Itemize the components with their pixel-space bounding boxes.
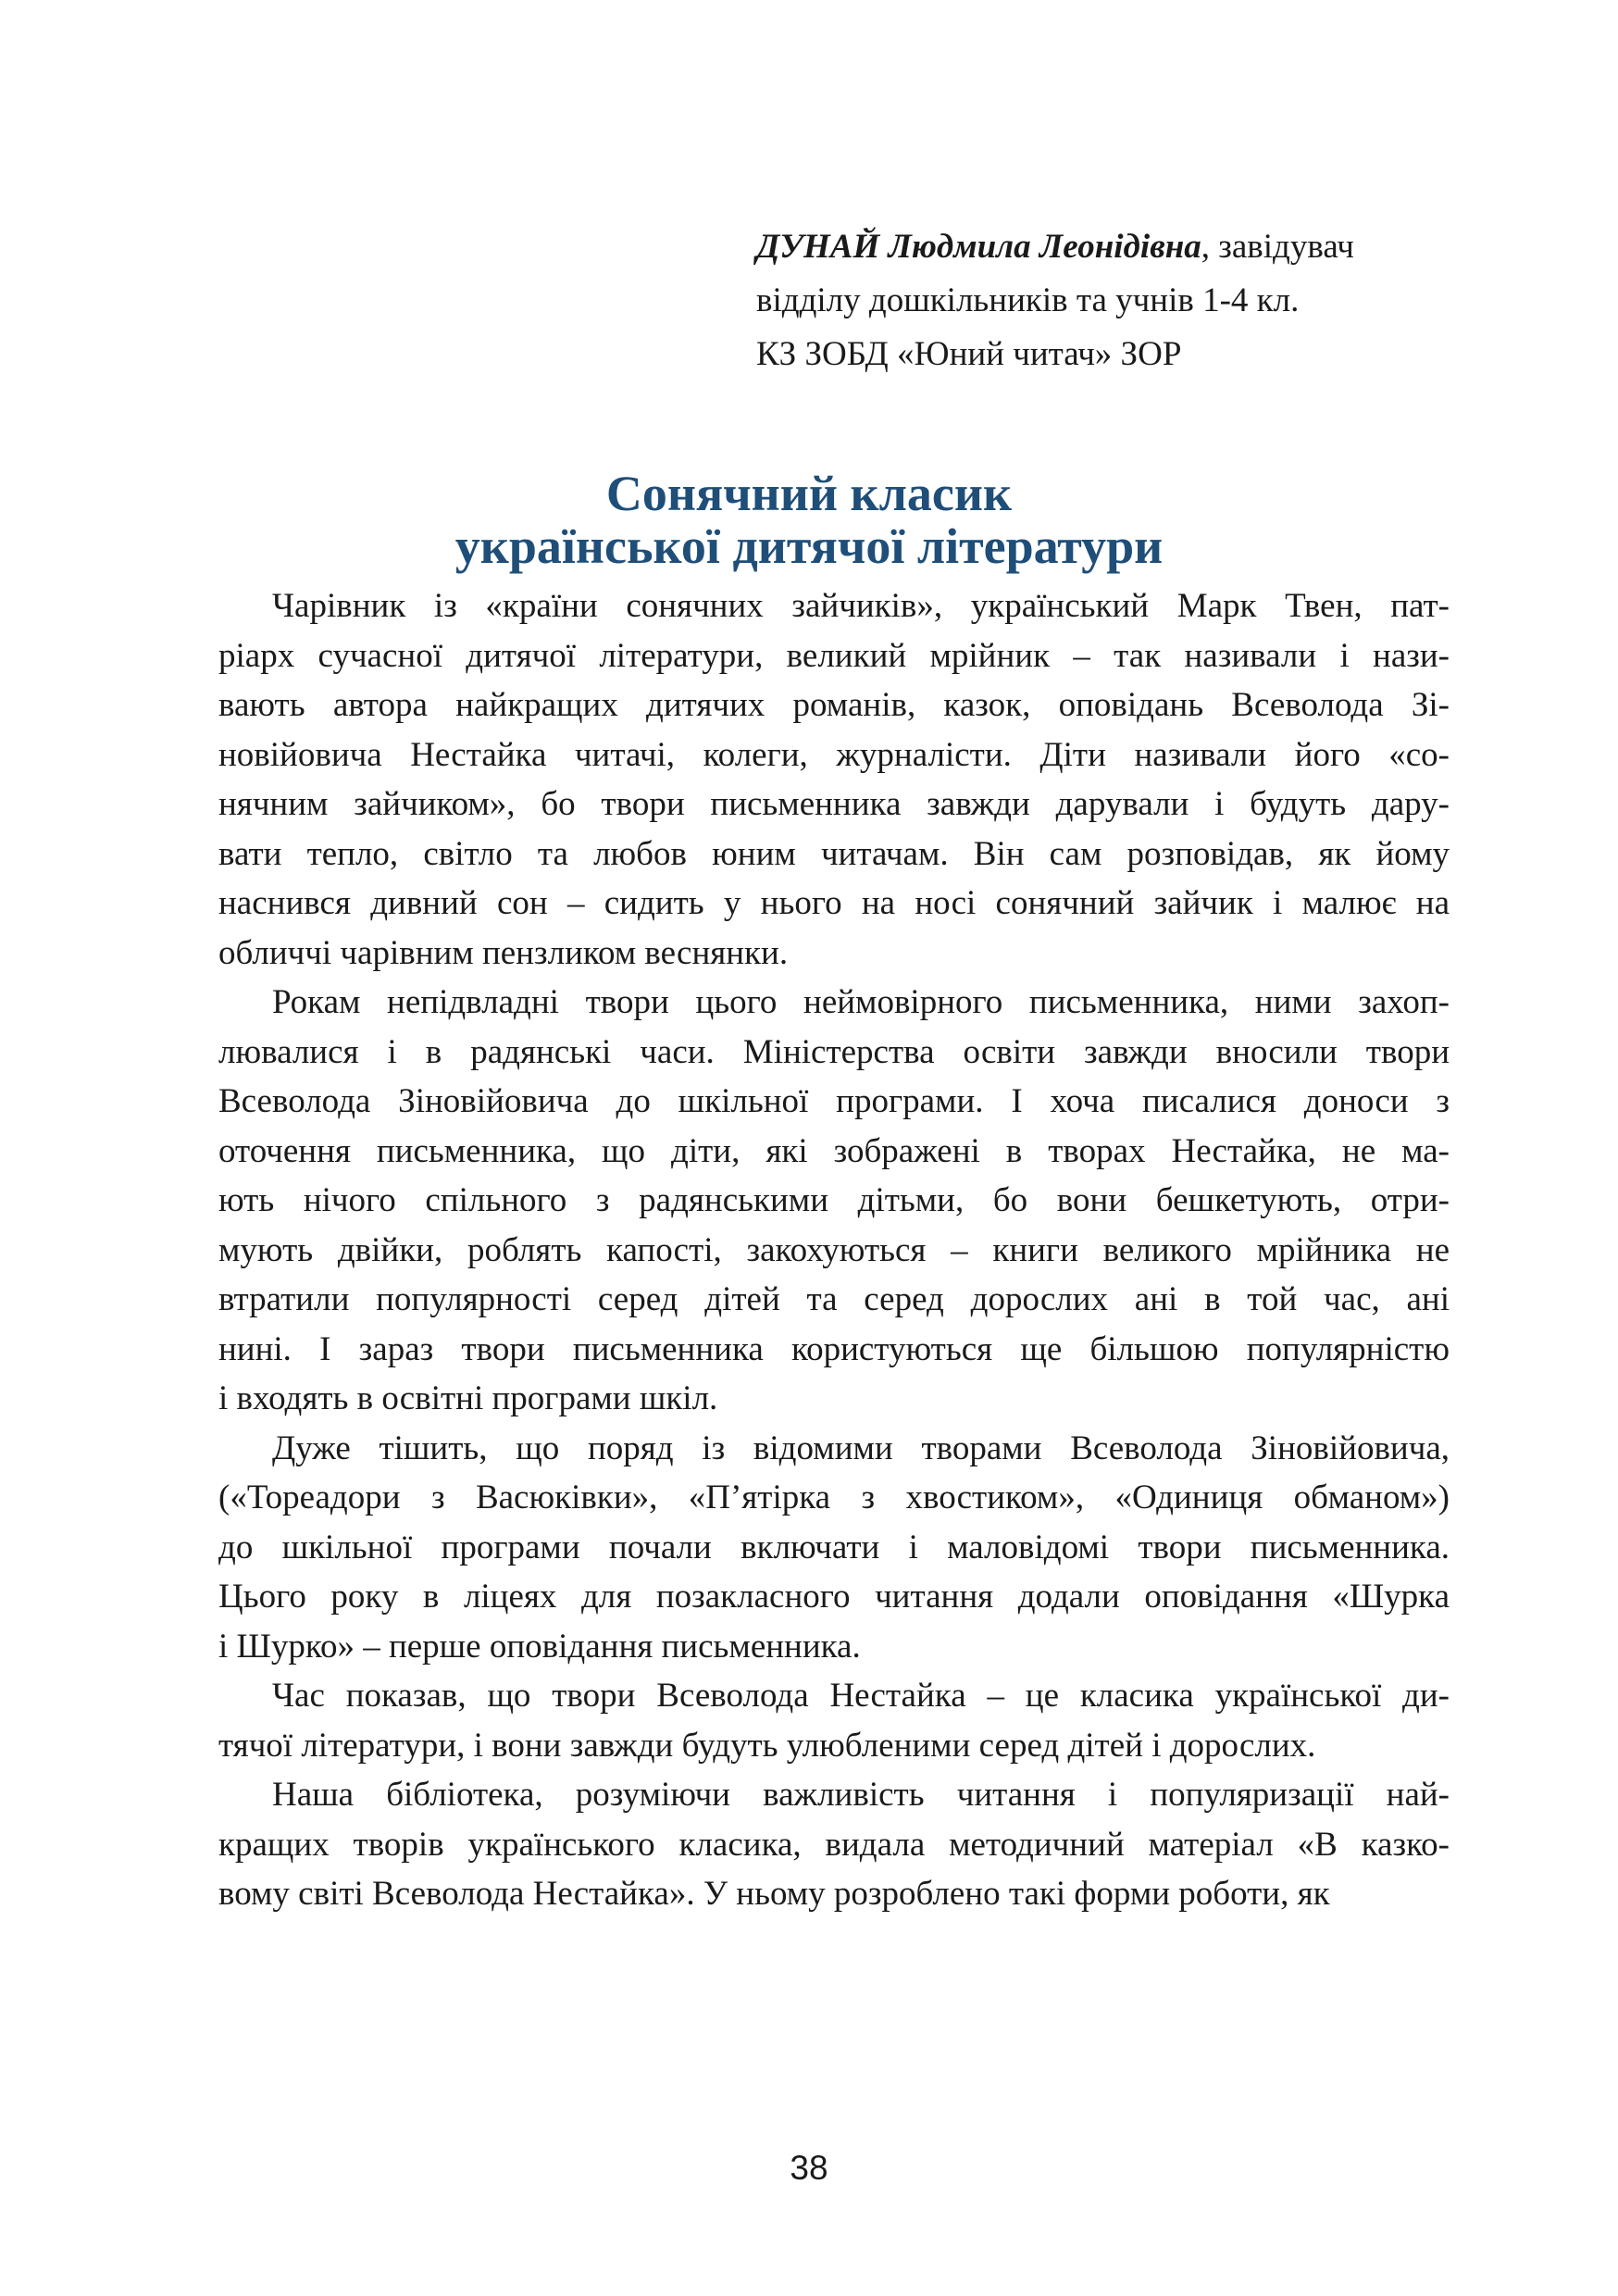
paragraph-line: новійовича Нестайка читачі, колеги, журналісти. Діти називали його «со- xyxy=(218,735,1450,774)
paragraph xyxy=(218,1424,1450,1672)
author-block xyxy=(756,220,1515,381)
paragraph-line: тячої літератури, і вони завжди будуть улюбленими серед дітей і дорослих. xyxy=(218,1726,1316,1765)
paragraph-line: і Шурко» – перше оповідання письменника. xyxy=(218,1627,861,1666)
paragraph-line: Чарівник із «країни сонячних зайчиків», український Марк Твен, пат- xyxy=(272,587,1450,625)
paragraph-line: ріарх сучасної дитячої літератури, великий мрійник – так називали і нази- xyxy=(218,636,1450,675)
paragraph-line: ють нічого спільного з радянськими дітьми, бо вони бешкетують, отри- xyxy=(218,1181,1450,1219)
paragraph-line: лювалися і в радянські часи. Міністерства освіти завжди вносили твори xyxy=(218,1032,1450,1071)
paragraph-line: мують двійки, роблять капості, закохуються – книги великого мрійника не xyxy=(218,1230,1450,1269)
page-number: 38 xyxy=(790,2149,828,2187)
author-position: , завідувач xyxy=(1201,228,1354,266)
paragraph-line: вати тепло, світло та любов юним читачам. Він сам розповідав, як йому xyxy=(218,834,1450,873)
paragraph-line: Цього року в ліцеях для позакласного читання додали оповідання «Шурка xyxy=(218,1578,1450,1616)
paragraph-line: Дуже тішить, що поряд із відомими творами Всеволода Зіновійовича, xyxy=(272,1429,1450,1467)
paragraph xyxy=(218,1770,1450,1919)
paragraph-line: обличчі чарівним пензликом веснянки. xyxy=(218,933,789,972)
paragraph-line: Рокам непідвладні твори цього неймовірного письменника, ними захоп- xyxy=(272,983,1450,1021)
paragraph-line: («Тореадори з Васюківки», «П’ятірка з хвостиком», «Одиниця обманом») xyxy=(218,1479,1450,1516)
author-line-1 xyxy=(756,220,1515,274)
title-line-2: української дитячої літератури xyxy=(454,518,1164,574)
paragraph xyxy=(218,978,1450,1424)
paragraph-line: наснився дивний сон – сидить у нього на носі сонячний зайчик і малює на xyxy=(218,884,1450,922)
paragraph-line: кращих творів українського класика, видала методичний матеріал «В казко- xyxy=(218,1825,1450,1864)
paragraph-line: втратили популярності серед дітей та серед дорослих ані в той час, ані xyxy=(218,1280,1450,1318)
paragraph-line: і входять в освітні програми шкіл. xyxy=(218,1379,718,1417)
paragraph-line: нячним зайчиком», бо твори письменника завжди дарували і будуть дару- xyxy=(218,785,1450,823)
paragraph-line: Наша бібліотека, розуміючи важливість читання і популяризації най- xyxy=(272,1776,1450,1814)
paragraph-line: нині. І зараз твори письменника користуються ще більшою популярністю xyxy=(218,1329,1450,1368)
paragraph-line: вому світі Всеволода Нестайка». У ньому розроблено такі форми роботи, як xyxy=(218,1875,1330,1913)
paragraph-line: до шкільної програми почали включати і маловідомі твори письменника. xyxy=(218,1528,1450,1566)
paragraph-line: оточення письменника, що діти, які зображені в творах Нестайка, не ма- xyxy=(218,1131,1450,1170)
paragraph xyxy=(218,1671,1450,1770)
article-title xyxy=(130,468,1488,573)
author-name: ДУНАЙ Людмила Леонідівна xyxy=(756,228,1201,266)
paragraph xyxy=(218,581,1450,978)
article-body xyxy=(218,581,1450,1919)
title-line-1: Сонячний класик xyxy=(605,466,1013,521)
paragraph-line: вають автора найкращих дитячих романів, казок, оповідань Всеволода Зі- xyxy=(218,686,1450,724)
author-department: відділу дошкільників та учнів 1-4 кл. xyxy=(756,281,1300,319)
paragraph-line: Час показав, що твори Всеволода Нестайка – це класика української ди- xyxy=(272,1677,1450,1715)
author-organization: КЗ ЗОБД «Юний читач» ЗОР xyxy=(756,335,1182,373)
paragraph-line: Всеволода Зіновійовича до шкільної програми. І хоча писалися доноси з xyxy=(218,1082,1450,1120)
